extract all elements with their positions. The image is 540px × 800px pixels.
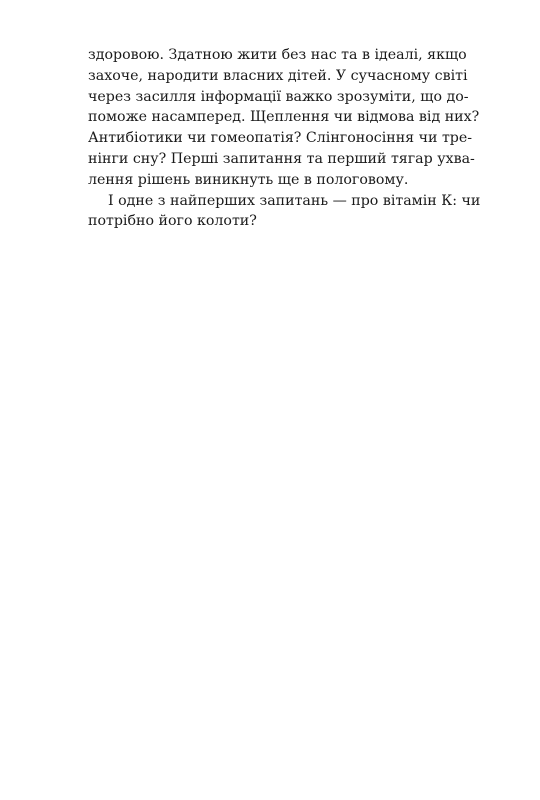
text-line: через засилля інформації важко зрозуміти, що до- [88, 88, 469, 105]
text-line: І одне з найперших запитань — про вітамін К: чи [108, 192, 481, 209]
text-line: поможе насамперед. Щеплення чи відмова від них? [88, 109, 480, 126]
text-line: Антибіотики чи гомеопатія? Слінгоносіння чи тре- [88, 130, 473, 147]
paragraph-1 [88, 45, 480, 191]
text-line: захоче, народити власних дітей. У сучасному світі [88, 67, 468, 84]
text-line: нінги сну? Перші запитання та перший тягар ухва- [88, 150, 475, 167]
text-line: потрібно його колоти? [88, 213, 257, 230]
text-line: здоровою. Здатною жити без нас та в ідеалі, якщо [88, 47, 467, 63]
text-line: лення рішень виникнуть ще в пологовому. [88, 171, 409, 188]
body-text [88, 45, 481, 232]
paragraph-2 [88, 191, 481, 233]
